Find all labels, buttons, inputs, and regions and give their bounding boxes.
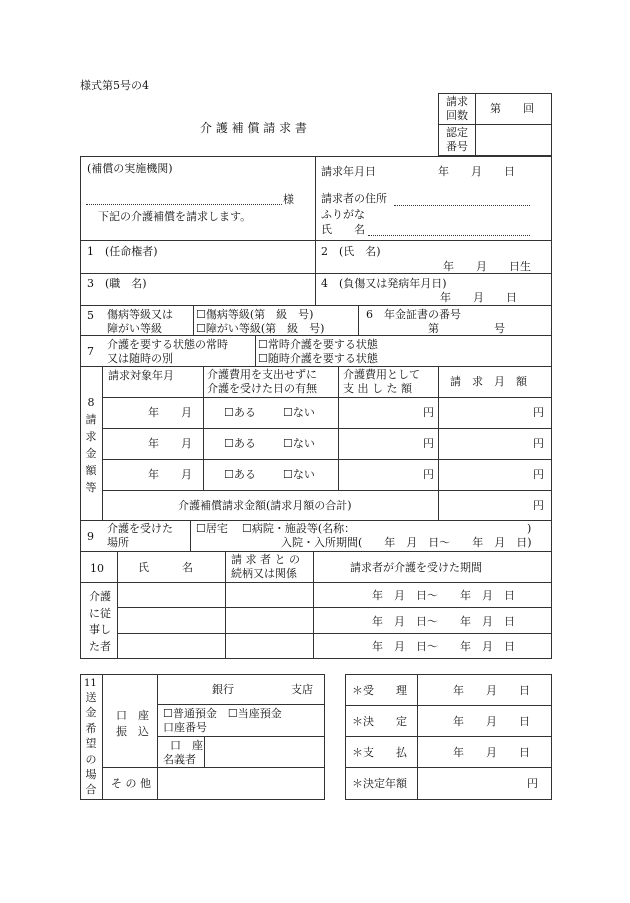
request-text: 下記の介護補償を請求します。 — [98, 210, 252, 223]
injury-date-label: 4 (負傷又は発病年月日) — [321, 277, 447, 290]
occasional-care-option[interactable]: ☐随時介護を要する状態 — [258, 352, 378, 365]
care-place-label-1: 介護を受けた — [107, 522, 173, 535]
injury-grade-option[interactable]: ☐傷病等級(第 級 号) — [196, 308, 314, 321]
sec8-no-option[interactable]: ☐ない — [283, 437, 315, 450]
care-state-label-2: 又は随時の別 — [107, 352, 173, 365]
sec8-amount-unit[interactable]: 円 — [533, 437, 544, 450]
row9-number: 9 — [87, 530, 94, 543]
office-paid-label: ＊支 払 — [352, 746, 407, 759]
transfer-label-2: 振 込 — [116, 725, 149, 738]
sec8-yes-option[interactable]: ☐ある — [224, 406, 256, 419]
form-number: 様式第5号の4 — [80, 79, 149, 92]
account-holder-label-1: 口 座 — [170, 739, 203, 752]
cert-number-label-1: 認定 — [446, 126, 468, 139]
address-label: 請求者の住所 — [321, 192, 387, 205]
sec10-side-label: 介護 に従 事し た者 — [89, 590, 111, 653]
transfer-label-1: 口 座 — [116, 709, 149, 722]
claim-count-label-1: 請求 — [446, 95, 468, 108]
office-paid-value[interactable]: 年 月 日 — [453, 746, 530, 759]
sec10-header-relation-1: 請 求 者 と の — [231, 553, 300, 566]
account-number-label[interactable]: 口座番号 — [163, 721, 207, 734]
office-annual-value[interactable]: 円 — [527, 777, 538, 790]
other-label: そ の 他 — [111, 777, 151, 790]
sec8-header-amount: 請 求 月 額 — [450, 375, 527, 388]
sec8-yes-option[interactable]: ☐ある — [224, 437, 256, 450]
sec8-total-label: 介護補償請求金額(請求月額の合計) — [178, 499, 352, 512]
bank-label[interactable]: 銀行 — [212, 683, 234, 696]
injury-date-value[interactable]: 年 月 日 — [440, 291, 517, 304]
office-received-label: ＊受 理 — [352, 684, 407, 697]
constant-care-option[interactable]: ☐常時介護を要する状態 — [258, 338, 378, 351]
sec8-cost-unit[interactable]: 円 — [423, 468, 434, 481]
agency-label: (補償の実施機関) — [87, 162, 173, 175]
pension-number-label: 6 年金証書の番号 — [366, 308, 461, 321]
sec8-month[interactable]: 年 月 — [148, 437, 192, 450]
injured-name-label: 2 (氏 名) — [321, 245, 381, 258]
address-line[interactable] — [394, 205, 530, 206]
pension-number-value[interactable]: 第 号 — [428, 322, 505, 335]
disability-grade-option[interactable]: ☐障がい等級(第 級 号) — [196, 322, 325, 335]
sec8-cost-unit[interactable]: 円 — [423, 437, 434, 450]
furigana-label: ふりがな — [321, 208, 365, 221]
sec8-header-paid-2: 介護を受けた日の有無 — [207, 382, 317, 395]
sec8-month[interactable]: 年 月 — [148, 468, 192, 481]
row7-number: 7 — [87, 345, 94, 358]
cert-number-label-2: 番号 — [446, 140, 468, 153]
birth-date-value[interactable]: 年 月 日生 — [443, 260, 531, 273]
sec8-no-option[interactable]: ☐ない — [283, 406, 315, 419]
sec11-side-label: 送 金 希 望 の 場 合 — [85, 691, 97, 797]
facility-option[interactable]: ☐病院・施設等(名称： — [242, 522, 356, 535]
claim-date-label: 請求年月日 — [321, 165, 376, 178]
sec11-number: 11 — [84, 678, 97, 689]
caregiver-period[interactable]: 年 月 日～ 年 月 日 — [372, 640, 515, 653]
claimant-name-line[interactable] — [368, 235, 530, 236]
position-label: 3 (職 名) — [87, 277, 147, 290]
agency-sama: 様 — [283, 193, 294, 206]
claimant-name-label: 氏 名 — [321, 223, 365, 236]
sec8-header-paid-1: 介護費用を支出せずに — [207, 368, 317, 381]
sec10-header-period: 請求者が介護を受けた期間 — [350, 561, 482, 574]
care-state-label-1: 介護を要する状態の常時 — [107, 338, 228, 351]
office-decided-value[interactable]: 年 月 日 — [453, 715, 530, 728]
stay-period[interactable]: 入院・入所期間( 年 月 日～ 年 月 日) — [281, 536, 532, 549]
sec10-number: 10 — [90, 562, 104, 575]
sec8-total-unit[interactable]: 円 — [533, 499, 544, 512]
sec8-side-label: 8 請 求 金 額 等 — [85, 396, 97, 495]
sec8-header-cost-1: 介護費用として — [343, 368, 420, 381]
appointer-label: 1 (任命権者) — [87, 245, 158, 258]
grade-label-2: 障がい等級 — [107, 322, 162, 335]
sec10-header-name: 氏 名 — [138, 561, 193, 574]
office-received-value[interactable]: 年 月 日 — [453, 684, 530, 697]
row5-number: 5 — [87, 309, 94, 322]
sec8-month[interactable]: 年 月 — [148, 406, 192, 419]
branch-label[interactable]: 支店 — [291, 683, 313, 696]
sec8-yes-option[interactable]: ☐ある — [224, 468, 256, 481]
claim-count-label-2: 回数 — [446, 109, 468, 122]
caregiver-period[interactable]: 年 月 日～ 年 月 日 — [372, 589, 515, 602]
care-place-label-2: 場所 — [107, 536, 129, 549]
claim-count-value[interactable]: 第 回 — [490, 102, 534, 115]
sec8-cost-unit[interactable]: 円 — [423, 406, 434, 419]
office-decided-label: ＊決 定 — [352, 715, 407, 728]
claim-date-value[interactable]: 年 月 日 — [438, 165, 515, 178]
sec8-amount-unit[interactable]: 円 — [533, 406, 544, 419]
account-holder-label-2: 名義者 — [163, 753, 196, 766]
grade-label-1: 傷病等級又は — [107, 308, 173, 321]
home-option[interactable]: ☐居宅 — [196, 522, 228, 535]
caregiver-period[interactable]: 年 月 日～ 年 月 日 — [372, 615, 515, 628]
agency-name-line[interactable] — [86, 204, 282, 205]
sec10-header-relation-2: 続柄又は関係 — [231, 567, 297, 580]
office-annual-label: ＊決定年額 — [352, 777, 407, 790]
sec8-header-period: 請求対象年月 — [108, 369, 174, 382]
facility-close: ) — [527, 522, 532, 535]
sec8-amount-unit[interactable]: 円 — [533, 468, 544, 481]
sec8-header-cost-2: 支 出 し た 額 — [343, 382, 412, 395]
sec8-no-option[interactable]: ☐ない — [283, 468, 315, 481]
page-title: 介 護 補 償 請 求 書 — [200, 121, 307, 135]
account-type-options[interactable]: ☐普通預金 ☐当座預金 — [163, 707, 282, 720]
